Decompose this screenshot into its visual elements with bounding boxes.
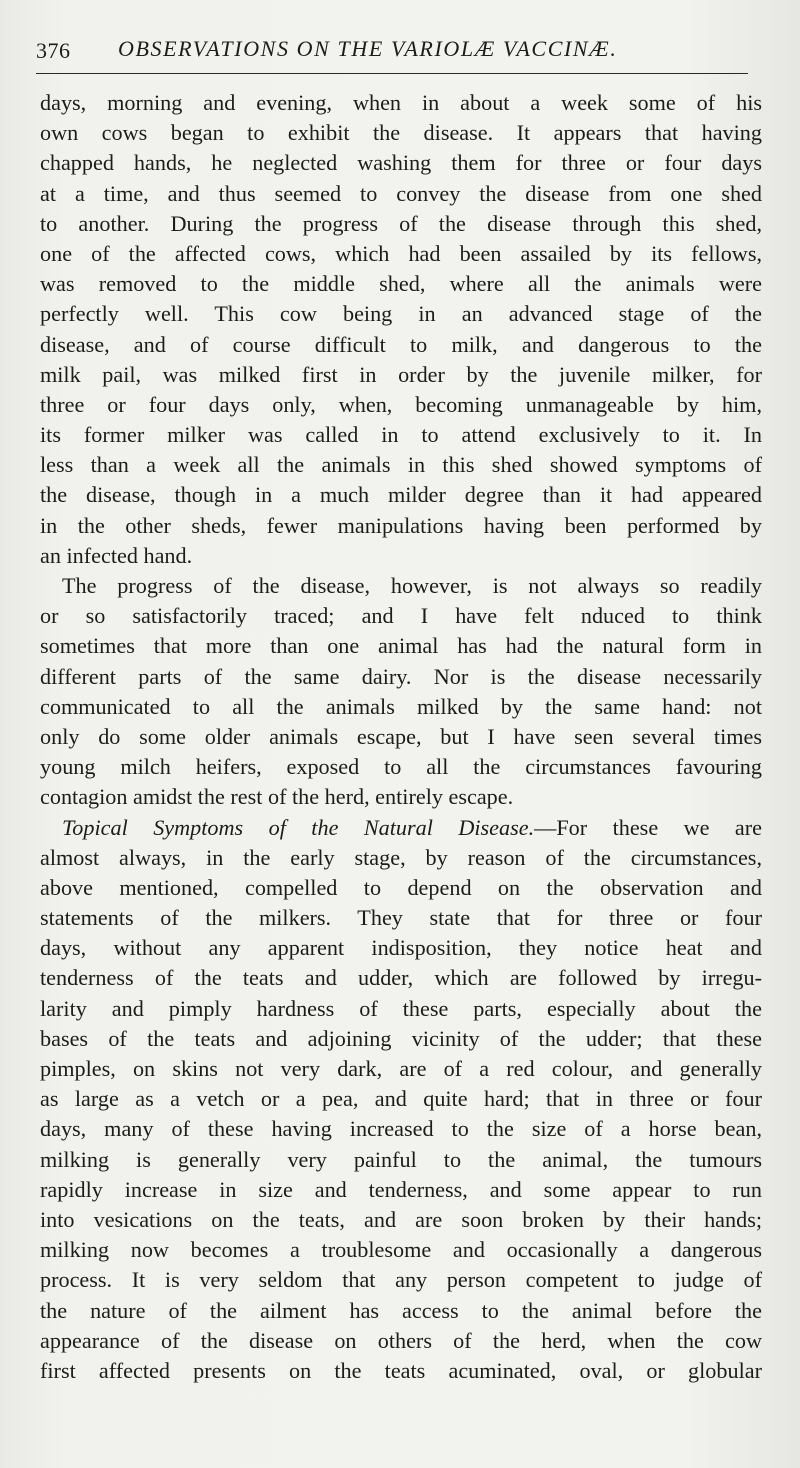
text-line: appearance of the disease on others of the herd, when the cow: [40, 1327, 762, 1353]
text-line: days, morning and evening, when in about a week some of his: [40, 90, 762, 115]
text-line: into vesications on the teats, and are soon broken by their hands;: [40, 1206, 762, 1232]
text-line: days, many of these having increased to the size of a horse bean,: [40, 1116, 762, 1142]
text-line: less than a week all the animals in this shed showed symptoms of: [40, 452, 762, 478]
text-line: milk pail, was milked first in order by the juvenile milker, for: [40, 361, 762, 387]
text-line: tenderness of the teats and udder, which are followed by irregu-: [40, 965, 762, 991]
text-line: above mentioned, compelled to depend on the observation and: [40, 874, 762, 900]
section-subheading: Topical Symptoms of the Natural Disease.: [62, 814, 535, 840]
paragraph-2: [40, 571, 762, 813]
text-line: statements of the milkers. They state that for three or four: [40, 905, 762, 931]
text-line: milking is generally very painful to the animal, the tumours: [40, 1146, 762, 1172]
page-number: 376: [36, 38, 71, 63]
paragraph-3: [40, 813, 762, 1387]
paragraph-1: [40, 88, 762, 571]
text-line: its former milker was called in to attend exclusively to it. In: [40, 422, 762, 448]
text-line: milking now becomes a troublesome and occasionally a dangerous: [40, 1237, 762, 1263]
text-line: perfectly well. This cow being in an advanced stage of the: [40, 301, 762, 327]
body-text: [40, 88, 762, 1386]
page-header: [36, 34, 748, 68]
text-line: at a time, and thus seemed to convey the disease from one shed: [40, 180, 762, 206]
text-line: the disease, though in a much milder degree than it had appeared: [40, 482, 762, 508]
text-line: was removed to the middle shed, where all the animals were: [40, 271, 762, 297]
text-line: pimples, on skins not very dark, are of a red colour, and generally: [40, 1056, 762, 1081]
text-line: almost always, in the early stage, by reason of the circumstances,: [40, 844, 762, 870]
text-line: The progress of the disease, however, is not always so readily: [62, 573, 762, 598]
text-line: one of the affected cows, which had been assailed by its fellows,: [40, 240, 762, 266]
text-line: the nature of the ailment has access to the animal before the: [40, 1297, 762, 1323]
text-line: bases of the teats and adjoining vicinity of the udder; that these: [40, 1025, 762, 1051]
text-line: an infected hand.: [40, 542, 193, 568]
text-line: as large as a vetch or a pea, and quite hard; that in three or four: [40, 1086, 762, 1112]
running-head: OBSERVATIONS ON THE VARIOLÆ VACCINÆ.: [118, 36, 618, 61]
text-line: days, without any apparent indisposition, they notice heat and: [40, 935, 762, 961]
text-line: different parts of the same dairy. Nor is the disease necessarily: [40, 663, 762, 689]
text-line: communicated to all the animals milked by the same hand: not: [40, 693, 762, 719]
text-line: young milch heifers, exposed to all the circumstances favouring: [40, 754, 762, 780]
subheading-line-rest: —For these we are: [534, 814, 762, 840]
text-line: chapped hands, he neglected washing them for three or four days: [40, 150, 762, 176]
text-line: process. It is very seldom that any person competent to judge of: [40, 1267, 762, 1293]
text-line: in the other sheds, fewer manipulations having been performed by: [40, 512, 762, 538]
text-line: contagion amidst the rest of the herd, entirely escape.: [40, 784, 514, 810]
text-line: own cows began to exhibit the disease. It appears that having: [40, 120, 762, 146]
text-line: first affected presents on the teats acuminated, oval, or globular: [40, 1357, 762, 1383]
text-line: or so satisfactorily traced; and I have felt nduced to think: [40, 603, 762, 629]
header-rule: [36, 73, 748, 74]
text-line: sometimes that more than one animal has had the natural form in: [40, 633, 762, 659]
text-line: larity and pimply hardness of these parts, especially about the: [40, 995, 762, 1021]
text-line: three or four days only, when, becoming unmanageable by him,: [40, 391, 762, 417]
text-line: disease, and of course difficult to milk, and dangerous to the: [40, 331, 762, 357]
text-line: rapidly increase in size and tenderness, and some appear to run: [40, 1176, 762, 1202]
text-line: [40, 813, 762, 843]
text-line: only do some older animals escape, but I have seen several times: [40, 723, 762, 749]
text-line: to another. During the progress of the disease through this shed,: [40, 210, 762, 236]
